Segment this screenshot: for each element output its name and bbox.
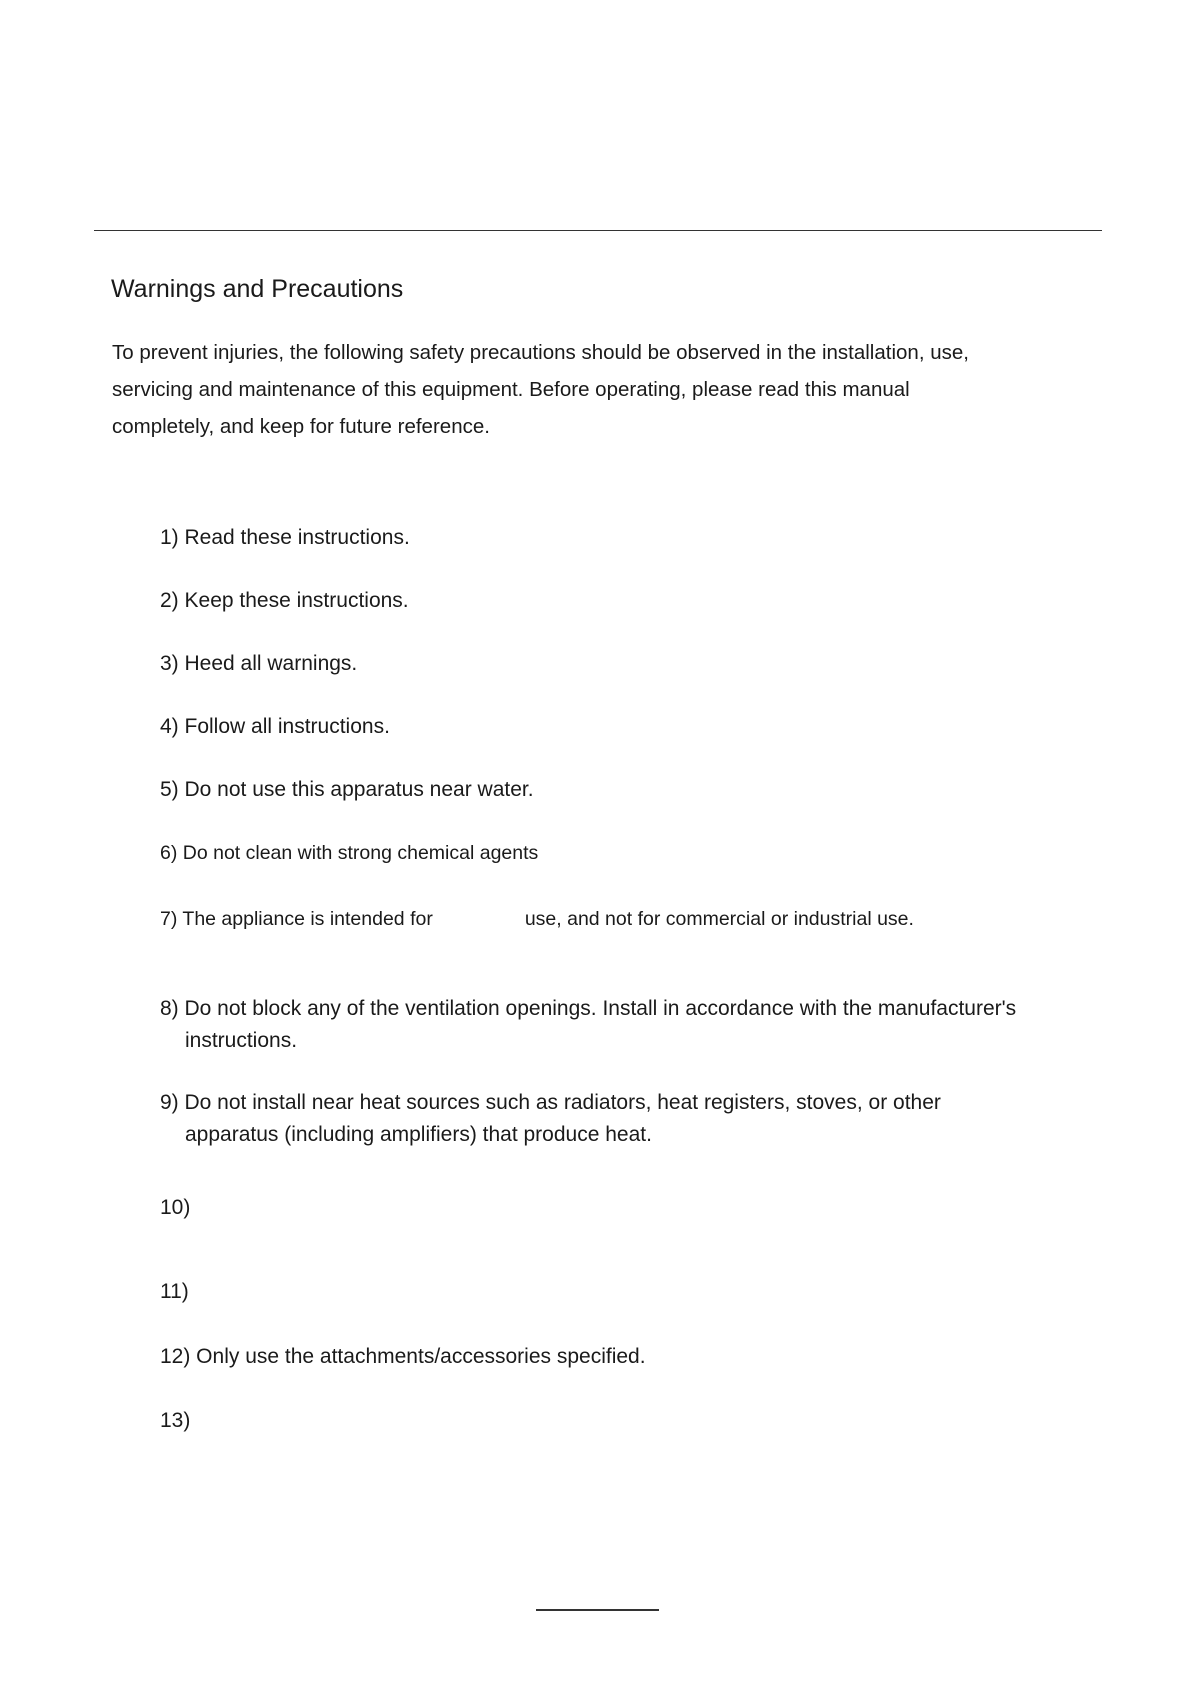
list-item-8-line-2: instructions.	[185, 1029, 298, 1052]
list-item-3: 3) Heed all warnings.	[160, 652, 358, 675]
intro-line-1: To prevent injuries, the following safety precautions should be observed in the installation, use,	[112, 341, 969, 364]
intro-line-3: completely, and keep for future reference.	[112, 415, 490, 438]
list-item-6: 6) Do not clean with strong chemical agents	[160, 842, 539, 864]
footer-divider	[536, 1609, 659, 1611]
list-item-7	[160, 903, 914, 935]
list-item-8-line-1: 8) Do not block any of the ventilation openings. Install in accordance with the manufacturer's	[160, 997, 1017, 1020]
list-item-1: 1) Read these instructions.	[160, 526, 410, 549]
list-item-9-line-2: apparatus (including amplifiers) that produce heat.	[185, 1123, 652, 1146]
list-item-5: 5) Do not use this apparatus near water.	[160, 778, 534, 801]
list-item-12: 12) Only use the attachments/accessories specified.	[160, 1345, 646, 1368]
intro-paragraph	[112, 334, 1072, 445]
list-item-9-line-1: 9) Do not install near heat sources such as radiators, heat registers, stoves, or other	[160, 1091, 941, 1114]
list-item-2: 2) Keep these instructions.	[160, 589, 409, 612]
list-item-11: 11)	[160, 1280, 189, 1303]
list-item-9	[160, 1087, 941, 1151]
list-item-7-part-1: 7) The appliance is intended for	[160, 908, 433, 930]
header-divider	[94, 230, 1102, 231]
intro-line-2: servicing and maintenance of this equipment. Before operating, please read this manual	[112, 378, 910, 401]
list-item-10: 10)	[160, 1196, 191, 1219]
list-item-13: 13)	[160, 1409, 191, 1432]
list-item-7-part-2: use, and not for commercial or industrial use.	[524, 908, 914, 930]
list-item-8	[160, 993, 1016, 1057]
list-item-4: 4) Follow all instructions.	[160, 715, 390, 738]
section-title: Warnings and Precautions	[111, 275, 404, 303]
